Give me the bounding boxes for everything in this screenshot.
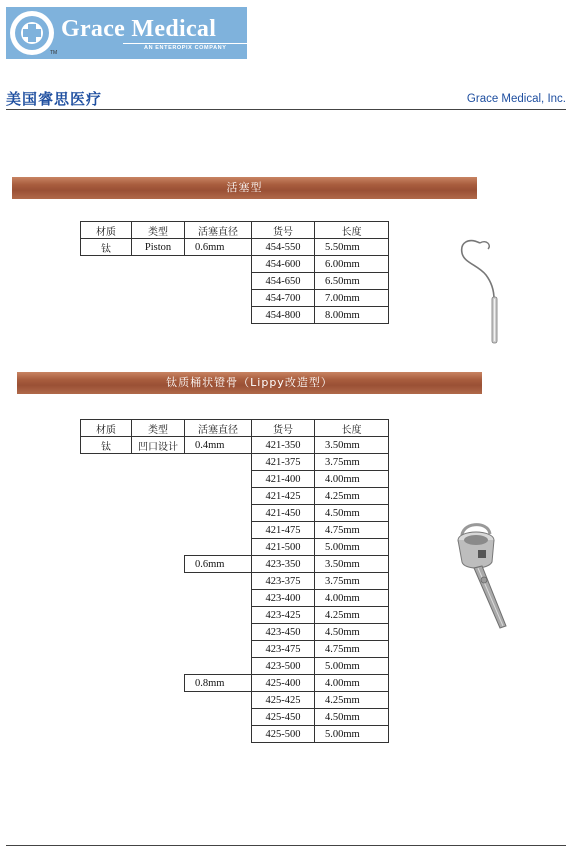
cell-length: 4.00mm (315, 675, 389, 692)
cell-code: 421-425 (252, 488, 315, 505)
header-material: 材质 (81, 420, 132, 437)
cell-code: 425-400 (252, 675, 315, 692)
table-row (81, 726, 389, 743)
cell-code: 423-400 (252, 590, 315, 607)
table-row (81, 454, 389, 471)
table-row (81, 590, 389, 607)
cell-diameter: 0.8mm (185, 675, 252, 692)
cell-length: 4.75mm (315, 522, 389, 539)
cell-code: 454-800 (252, 307, 315, 324)
footer-divider (6, 845, 566, 846)
cell-length: 6.00mm (315, 256, 389, 273)
table-row (81, 539, 389, 556)
table-row (81, 307, 389, 324)
section1-banner (12, 177, 477, 199)
logo-name: Grace Medical (61, 16, 217, 42)
cell-code: 421-350 (252, 437, 315, 454)
cell-length: 3.50mm (315, 437, 389, 454)
cell-code: 423-425 (252, 607, 315, 624)
cell-length: 4.00mm (315, 590, 389, 607)
cell-material: 钛 (81, 239, 132, 256)
cell-length: 7.00mm (315, 290, 389, 307)
logo-trademark: TM (50, 50, 58, 56)
section1-title: 活塞型 (226, 181, 263, 194)
table-row (81, 641, 389, 658)
cell-length: 4.25mm (315, 692, 389, 709)
cell-length: 5.00mm (315, 726, 389, 743)
cell-diameter: 0.4mm (185, 437, 252, 454)
cell-length: 4.25mm (315, 607, 389, 624)
section2-title: 钛质桶状镫骨（Lippy改造型） (166, 376, 333, 389)
cell-diameter: 0.6mm (185, 239, 252, 256)
table-row (81, 556, 389, 573)
cell-code: 421-475 (252, 522, 315, 539)
cell-code: 425-500 (252, 726, 315, 743)
logo-emblem-icon (10, 11, 54, 55)
table-row (81, 709, 389, 726)
header-cn-title: 美国睿思医疗 (6, 90, 103, 108)
cell-length: 4.50mm (315, 709, 389, 726)
table-row (81, 273, 389, 290)
cell-type: Piston (132, 239, 185, 256)
cell-code: 425-425 (252, 692, 315, 709)
cell-type: 凹口设计 (132, 437, 185, 454)
header-length: 长度 (315, 222, 389, 239)
table-row (81, 675, 389, 692)
cell-length: 4.25mm (315, 488, 389, 505)
header-diameter: 活塞直径 (185, 222, 252, 239)
cell-length: 5.00mm (315, 539, 389, 556)
table-row (81, 505, 389, 522)
table-row (81, 488, 389, 505)
header-en-title: Grace Medical, Inc. (466, 93, 566, 105)
table-header-row (81, 222, 389, 239)
cell-length: 5.50mm (315, 239, 389, 256)
cell-length: 4.50mm (315, 624, 389, 641)
table-row (81, 607, 389, 624)
table-row (81, 573, 389, 590)
cell-length: 4.50mm (315, 505, 389, 522)
cell-code: 421-500 (252, 539, 315, 556)
table-header-row (81, 420, 389, 437)
header-diameter: 活塞直径 (185, 420, 252, 437)
section2-banner (17, 372, 482, 394)
header-type: 类型 (132, 222, 185, 239)
table-row (81, 624, 389, 641)
table-row (81, 290, 389, 307)
header-type: 类型 (132, 420, 185, 437)
cell-code: 423-500 (252, 658, 315, 675)
bucket-prosthesis-image (448, 518, 518, 638)
cell-code: 454-600 (252, 256, 315, 273)
cell-length: 6.50mm (315, 273, 389, 290)
cell-length: 8.00mm (315, 307, 389, 324)
cell-code: 454-650 (252, 273, 315, 290)
cell-length: 3.50mm (315, 556, 389, 573)
header-code: 货号 (252, 222, 315, 239)
cell-diameter: 0.6mm (185, 556, 252, 573)
cell-code: 423-350 (252, 556, 315, 573)
table-row (81, 692, 389, 709)
table-row (81, 471, 389, 488)
table-row (81, 239, 389, 256)
cell-length: 3.75mm (315, 573, 389, 590)
cell-code: 423-475 (252, 641, 315, 658)
cell-length: 4.00mm (315, 471, 389, 488)
cell-code: 421-400 (252, 471, 315, 488)
cell-material: 钛 (81, 437, 132, 454)
company-logo (6, 7, 247, 59)
cell-length: 3.75mm (315, 454, 389, 471)
table-row (81, 522, 389, 539)
section1-spec-table (80, 221, 389, 324)
cell-length: 5.00mm (315, 658, 389, 675)
section2-spec-table (80, 419, 389, 743)
cell-code: 425-450 (252, 709, 315, 726)
cell-code: 421-450 (252, 505, 315, 522)
header-length: 长度 (315, 420, 389, 437)
table-row (81, 256, 389, 273)
logo-subtitle: AN ENTEROPIX COMPANY (144, 45, 227, 51)
table-row (81, 437, 389, 454)
cell-code: 454-550 (252, 239, 315, 256)
table-row (81, 658, 389, 675)
header-divider (6, 109, 566, 110)
cell-code: 421-375 (252, 454, 315, 471)
cell-code: 423-375 (252, 573, 315, 590)
cell-code: 454-700 (252, 290, 315, 307)
cell-code: 423-450 (252, 624, 315, 641)
header-code: 货号 (252, 420, 315, 437)
header-material: 材质 (81, 222, 132, 239)
piston-prosthesis-image (452, 229, 512, 349)
cell-length: 4.75mm (315, 641, 389, 658)
